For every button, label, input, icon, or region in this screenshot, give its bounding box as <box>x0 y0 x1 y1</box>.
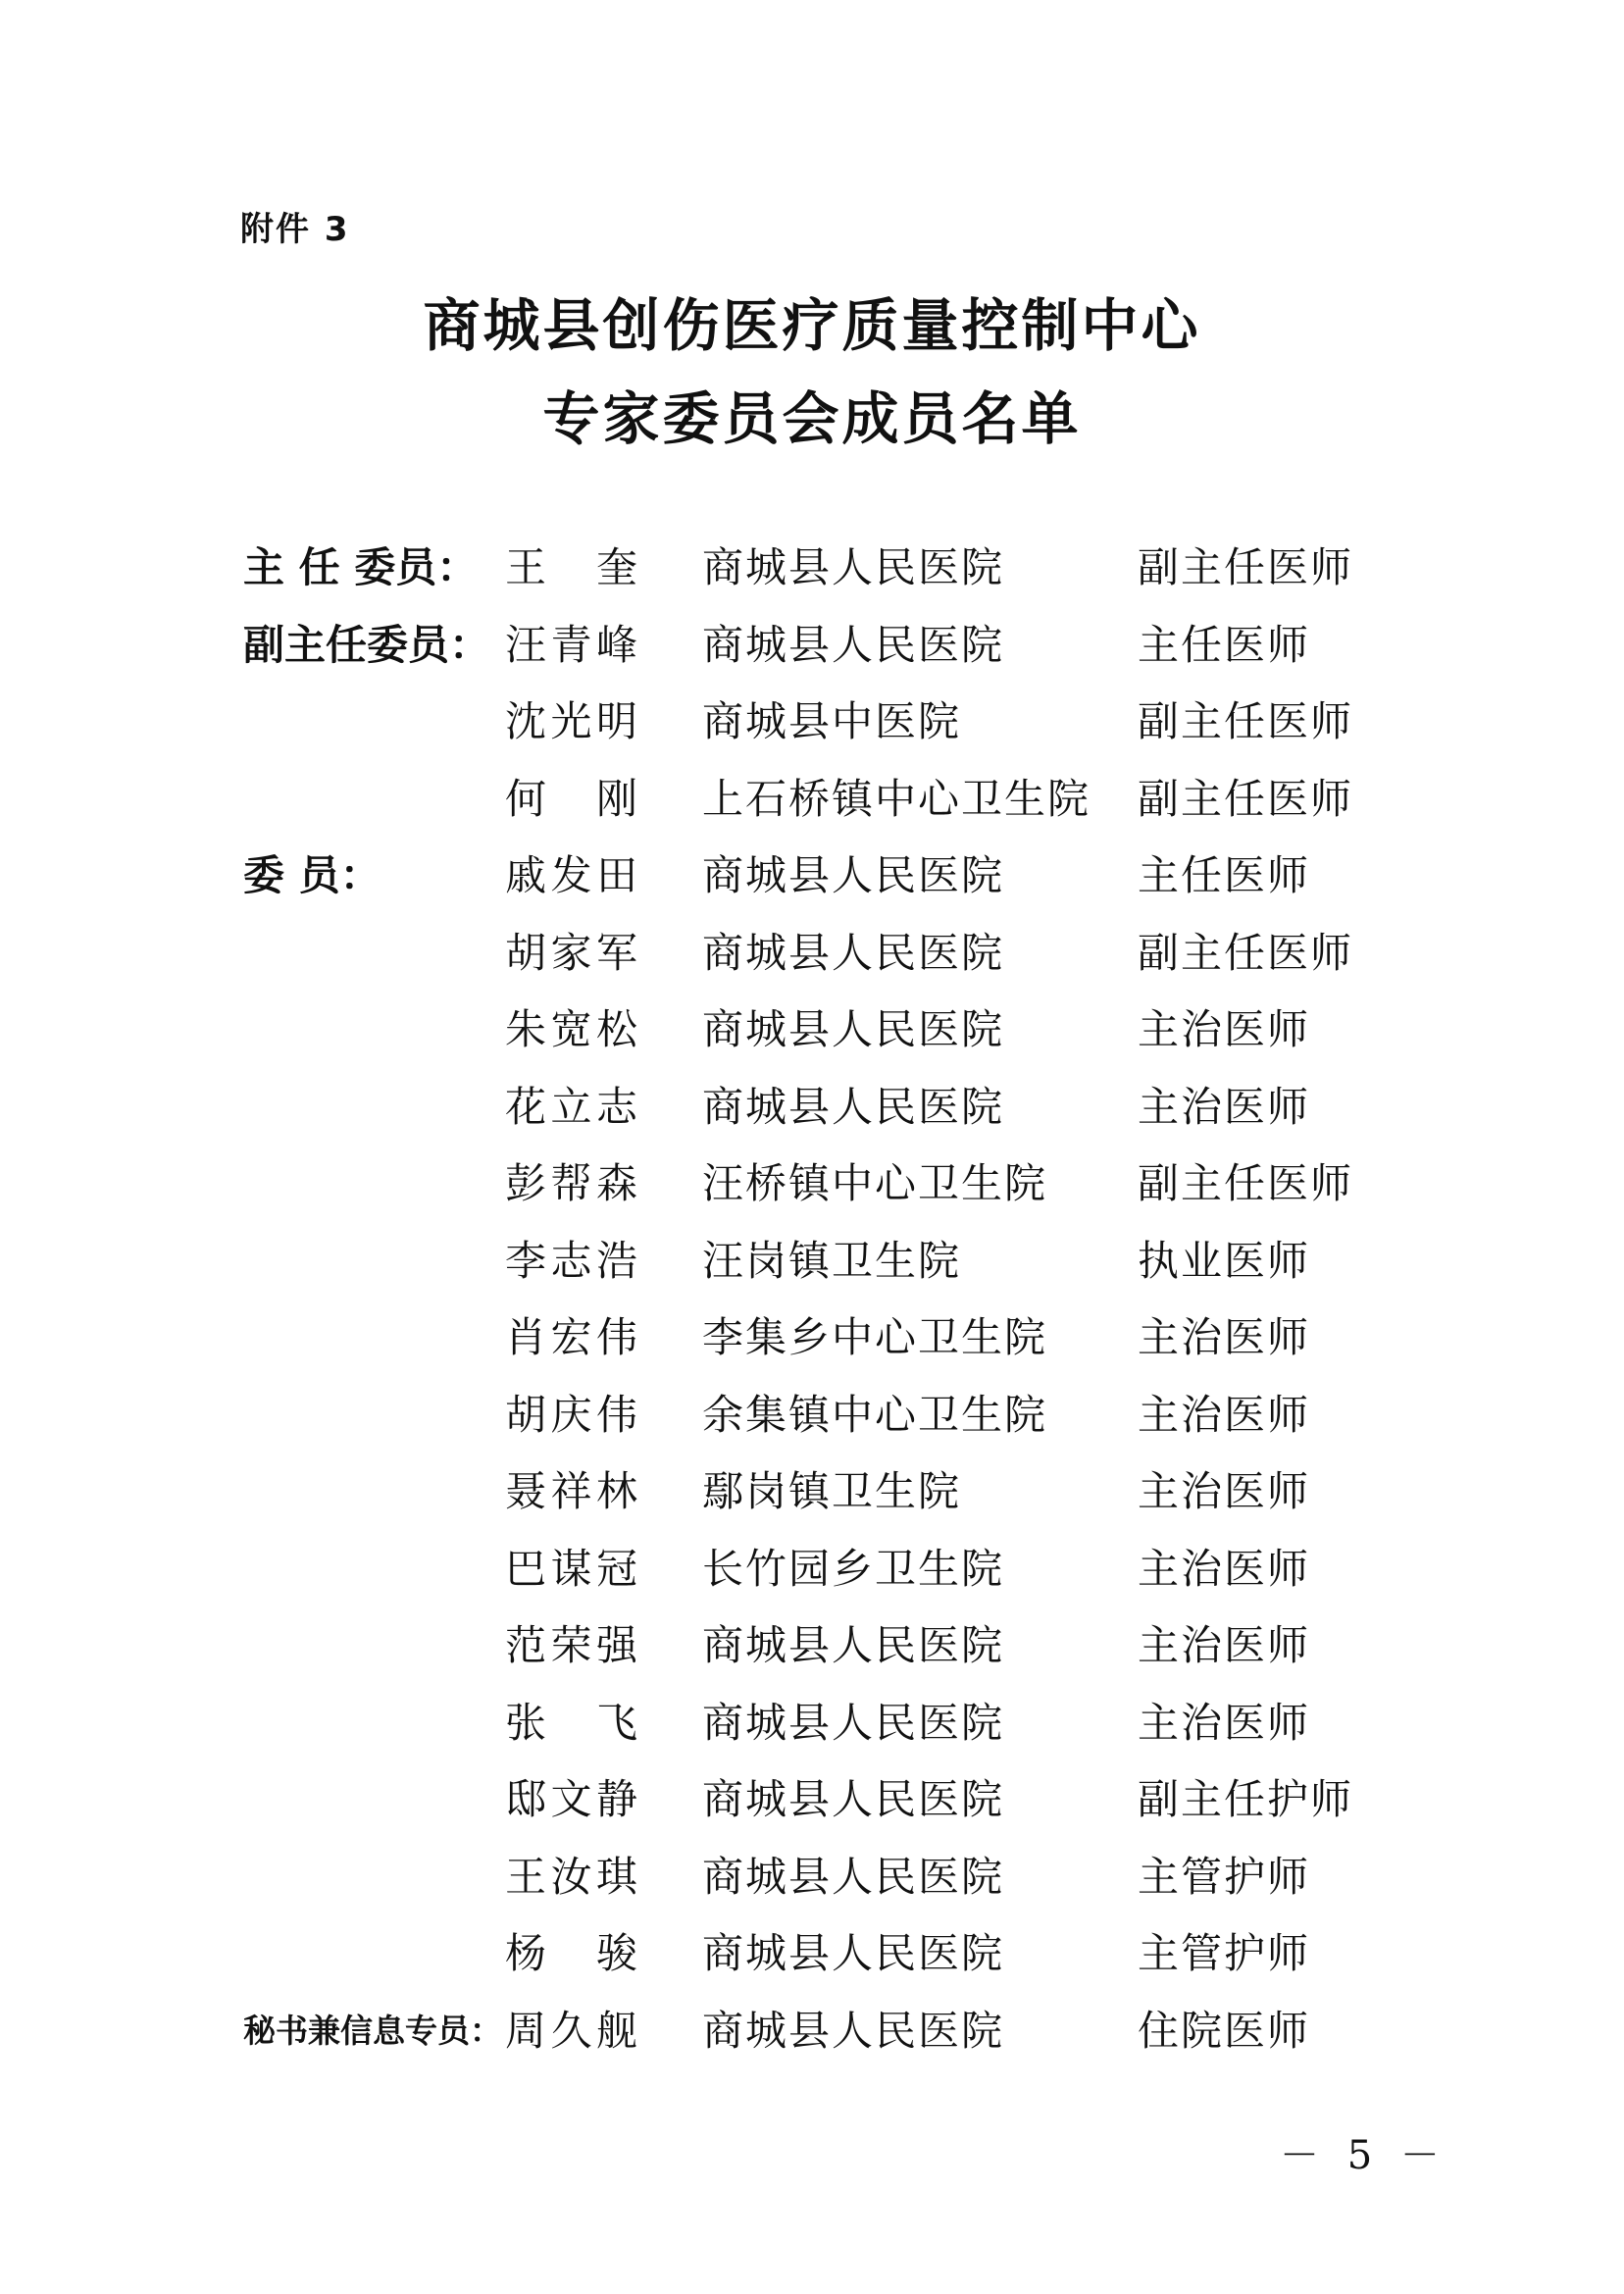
member-organization: 商城县人民医院 <box>702 1698 1005 1747</box>
member-row <box>0 1077 1624 1154</box>
member-organization: 商城县人民医院 <box>702 620 1005 669</box>
member-organization: 商城县人民医院 <box>702 928 1005 977</box>
member-name: 彭帮森 <box>505 1159 637 1207</box>
attachment-label: 附件 3 <box>240 210 350 249</box>
member-title: 主治医师 <box>1138 1390 1311 1439</box>
member-organization: 商城县人民医院 <box>702 851 1005 899</box>
member-name: 范荣强 <box>505 1621 637 1669</box>
member-row <box>0 537 1624 615</box>
member-role: 副主任委员： <box>243 620 491 669</box>
member-row <box>0 1385 1624 1462</box>
member-name: 何 刚 <box>505 774 637 823</box>
member-row <box>0 1307 1624 1385</box>
member-row <box>0 1923 1624 2001</box>
member-organization: 商城县人民医院 <box>702 1621 1005 1669</box>
member-name: 张 飞 <box>505 1698 637 1747</box>
member-row <box>0 769 1624 846</box>
document-title-line-1: 商城县创伤医疗质量控制中心 <box>423 292 1201 359</box>
member-organization: 商城县人民医院 <box>702 1082 1005 1131</box>
member-name: 王汝琪 <box>505 1852 637 1901</box>
member-title: 主任医师 <box>1138 620 1311 669</box>
member-name: 邸文静 <box>505 1775 637 1823</box>
member-row <box>0 923 1624 1000</box>
member-organization: 商城县人民医院 <box>702 1852 1005 1901</box>
member-name: 肖宏伟 <box>505 1313 637 1361</box>
member-row <box>0 1615 1624 1693</box>
member-row <box>0 1461 1624 1539</box>
member-title: 执业医师 <box>1138 1236 1311 1285</box>
member-title: 主治医师 <box>1138 1082 1311 1131</box>
member-title: 副主任医师 <box>1138 1159 1354 1207</box>
member-title: 住院医师 <box>1138 2006 1311 2055</box>
member-title: 主管护师 <box>1138 1929 1311 1977</box>
member-list <box>0 537 1624 2077</box>
member-name: 聂祥林 <box>505 1467 637 1515</box>
member-title: 主治医师 <box>1138 1005 1311 1053</box>
member-organization: 商城县人民医院 <box>702 1929 1005 1977</box>
member-role: 主 任 委员： <box>243 543 479 591</box>
member-row <box>0 615 1624 692</box>
member-organization: 商城县人民医院 <box>702 1775 1005 1823</box>
member-organization: 商城县人民医院 <box>702 1005 1005 1053</box>
member-row <box>0 2001 1624 2078</box>
member-row <box>0 1693 1624 1770</box>
member-title: 副主任医师 <box>1138 928 1354 977</box>
member-organization: 汪岗镇卫生院 <box>702 1236 962 1285</box>
member-name: 汪青峰 <box>505 620 637 669</box>
member-row <box>0 1769 1624 1847</box>
member-name: 沈光明 <box>505 697 637 745</box>
member-title: 副主任医师 <box>1138 543 1354 591</box>
member-title: 副主任医师 <box>1138 774 1354 823</box>
member-title: 副主任医师 <box>1138 697 1354 745</box>
member-title: 主治医师 <box>1138 1313 1311 1361</box>
member-name: 王 奎 <box>505 543 637 591</box>
member-name: 巴谋冠 <box>505 1544 637 1593</box>
member-organization: 商城县中医院 <box>702 697 962 745</box>
member-row <box>0 1539 1624 1616</box>
member-row <box>0 999 1624 1077</box>
member-organization: 商城县人民医院 <box>702 2006 1005 2055</box>
member-row <box>0 845 1624 923</box>
member-name: 李志浩 <box>505 1236 637 1285</box>
member-title: 主治医师 <box>1138 1698 1311 1747</box>
member-title: 主任医师 <box>1138 851 1311 899</box>
member-organization: 上石桥镇中心卫生院 <box>702 774 1091 823</box>
member-name: 戚发田 <box>505 851 637 899</box>
member-title: 主管护师 <box>1138 1852 1311 1901</box>
member-name: 朱宽松 <box>505 1005 637 1053</box>
member-organization: 鄢岗镇卫生院 <box>702 1467 962 1515</box>
member-row <box>0 1231 1624 1308</box>
member-organization: 李集乡中心卫生院 <box>702 1313 1048 1361</box>
member-organization: 余集镇中心卫生院 <box>702 1390 1048 1439</box>
member-name: 胡家军 <box>505 928 637 977</box>
member-role: 秘书兼信息专员： <box>243 2011 502 2050</box>
member-title: 主治医师 <box>1138 1621 1311 1669</box>
member-row <box>0 1847 1624 1924</box>
member-role: 委 员： <box>243 851 381 899</box>
member-organization: 长竹园乡卫生院 <box>702 1544 1005 1593</box>
member-row <box>0 1153 1624 1231</box>
member-row <box>0 691 1624 769</box>
page-number: － 5 － <box>1280 2133 1447 2178</box>
member-organization: 汪桥镇中心卫生院 <box>702 1159 1048 1207</box>
member-name: 周久舰 <box>505 2006 637 2055</box>
member-title: 主治医师 <box>1138 1467 1311 1515</box>
member-title: 副主任护师 <box>1138 1775 1354 1823</box>
member-name: 胡庆伟 <box>505 1390 637 1439</box>
document-title-line-2: 专家委员会成员名单 <box>542 385 1082 452</box>
member-title: 主治医师 <box>1138 1544 1311 1593</box>
member-name: 花立志 <box>505 1082 637 1131</box>
member-organization: 商城县人民医院 <box>702 543 1005 591</box>
member-name: 杨 骏 <box>505 1929 637 1977</box>
